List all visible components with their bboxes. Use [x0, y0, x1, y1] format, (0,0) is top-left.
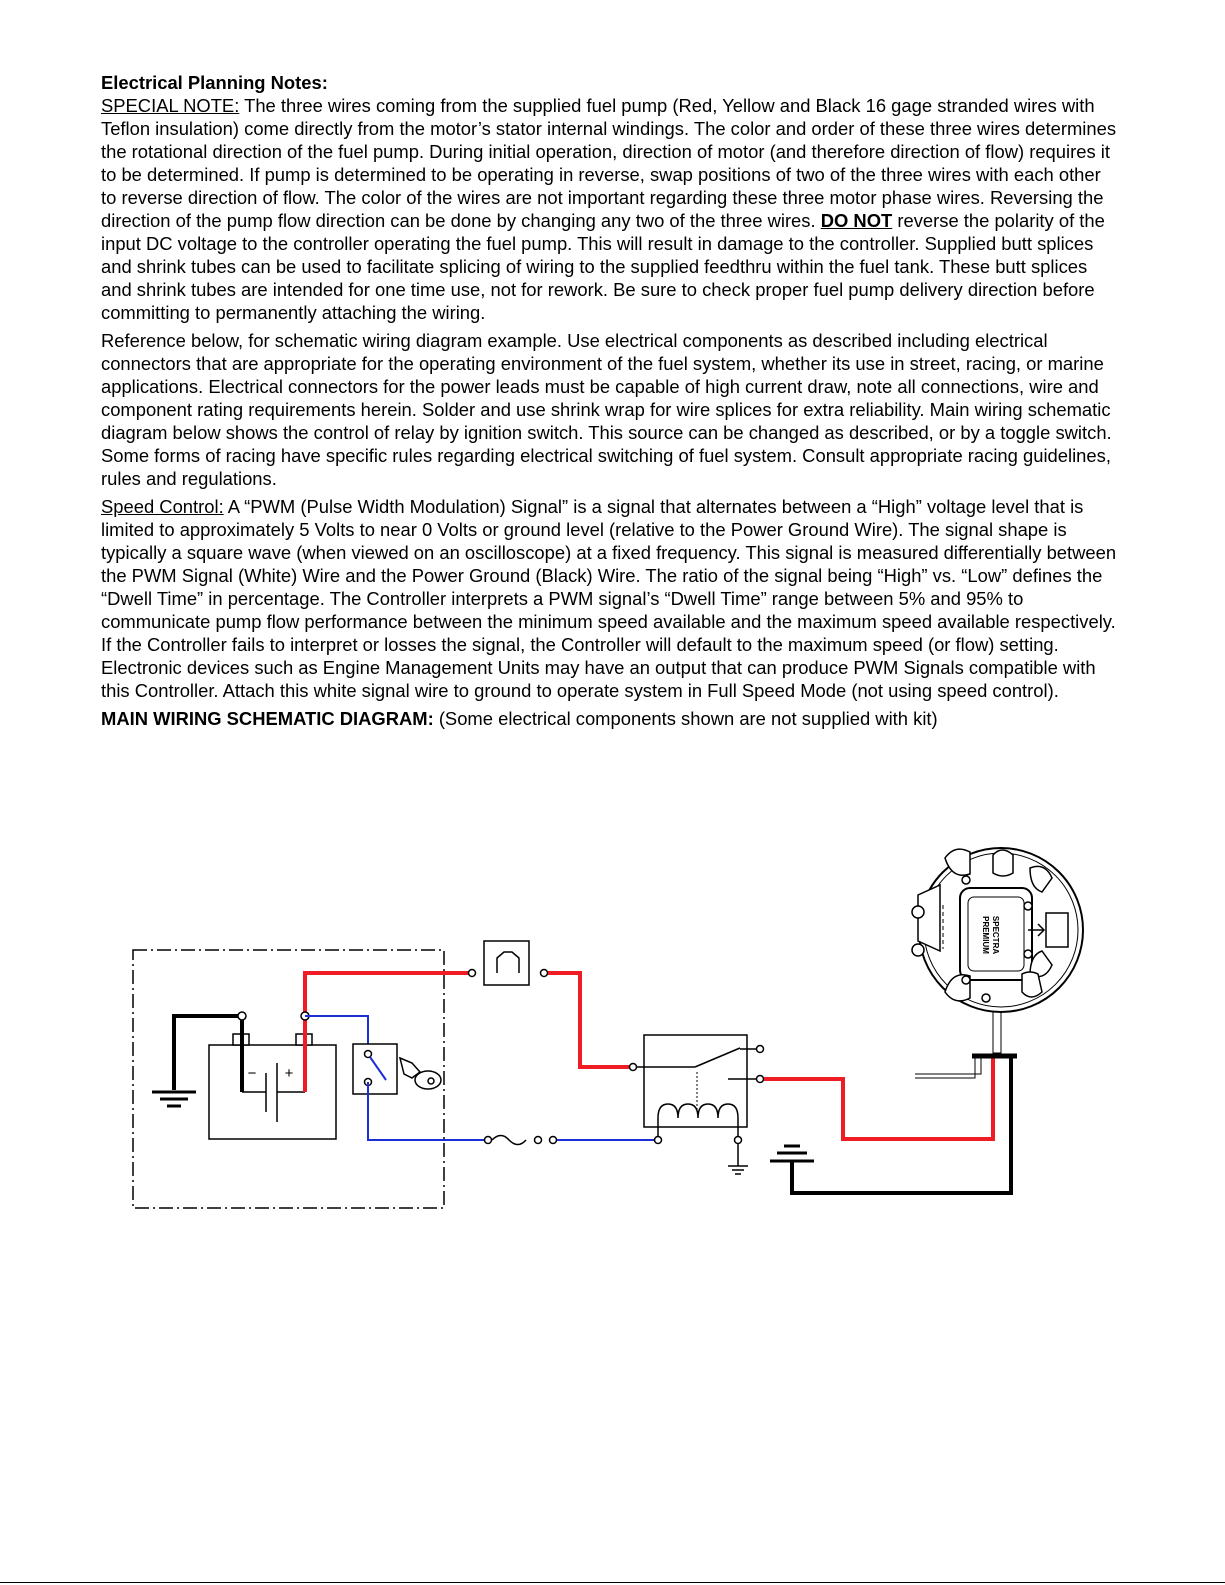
ignition-switch-icon[interactable]	[353, 1044, 397, 1094]
special-note-text-1: The three wires coming from the supplied fuel pump (Red, Yellow and Black 16 gage stranded wires with Teflon insulation) come directly from the motor’s stator internal windings. The color and order of these three wires determines the rotational direction of the fuel pump. During initial operation, direction of motor (and therefore direction of flow) requires it to be determined. If pump is determined to be operating in reverse, swap positions of two of the three wires with each other to reverse direction of flow. The color of the wires are not important regarding these three motor phase wires. Reversing the direction of the pump flow direction can be done by changing any two of the three wires.	[101, 95, 1117, 231]
do-not-emphasis: DO NOT	[820, 210, 893, 231]
pump-model-label: PREMIUM	[981, 916, 990, 954]
page-bottom-rule	[0, 1582, 1225, 1583]
ground-symbol-right-icon	[770, 1146, 814, 1161]
relay-ground-icon	[728, 1144, 748, 1174]
pump-power-wire	[764, 1057, 993, 1139]
pump-brand-label: SPECTRA	[991, 915, 1000, 955]
ignition-key-icon	[400, 1058, 441, 1089]
signal-wire	[915, 1057, 975, 1078]
reference-paragraph: Reference below, for schematic wiring diagram example. Use electrical components as described including electrical connectors that are appropriate for the operating environment of the fuel system, whether its use in street, racing, or marine applications. Electrical connectors for the power leads must be capable of high current draw, note all connections, wire and component rating requirements herein. Solder and use shrink wrap for wire splices for extra reliability. Main wiring schematic diagram below shows the control of relay by ignition switch. This source can be changed as described, or by a toggle switch. Some forms of racing have specific rules regarding electrical switching of fuel system. Consult appropriate racing guidelines, rules and regulations.	[101, 330, 1112, 489]
inline-fuse-icon	[485, 1136, 557, 1145]
battery-plus-label: +	[284, 1065, 294, 1082]
main-fuse-icon	[469, 941, 548, 985]
fused-power-wire	[548, 973, 632, 1067]
diagram-caption-title: MAIN WIRING SCHEMATIC DIAGRAM:	[101, 708, 434, 729]
section-heading: Electrical Planning Notes:	[101, 72, 328, 93]
signal-wire-2	[915, 1057, 981, 1074]
speed-control-label: Speed Control:	[101, 496, 224, 517]
battery-icon	[209, 1012, 336, 1139]
battery-minus-label: −	[247, 1065, 257, 1082]
diagram-caption-note: (Some electrical components shown are not supplied with kit)	[433, 708, 938, 729]
speed-control-text: A “PWM (Pulse Width Modulation) Signal” is a signal that alternates between a “High” voltage level that is limited to approximately 5 Volts to near 0 Volts or ground level (relative to the Power Ground Wire). The signal shape is typically a square wave (when viewed on an oscilloscope) at a fixed frequency. This signal is measured differentially between the PWM Signal (White) Wire and the Power Ground (Black) Wire. The ratio of the signal being “High” vs. “Low” defines the “Dwell Time” in percentage. The Controller interprets a PWM signal’s “Dwell Time” range between 5% and 95% to communicate pump flow performance between the minimum speed available and the maximum speed available respectively. If the Controller fails to interpret or losses the signal, the Controller will default to the maximum speed (or flow) setting. Electronic devices such as Engine Management Units may have an output that can produce PWM Signals compatible with this Controller. Attach this white signal wire to ground to operate system in Full Speed Mode (not using speed control).	[101, 496, 1117, 701]
relay-icon	[630, 1035, 764, 1144]
special-note-label: SPECIAL NOTE:	[101, 95, 240, 116]
special-note-text-2: reverse the polarity of the input DC voltage to the controller operating the fuel pump. This will result in damage to the controller. Supplied butt splices and shrink tubes can be used to facilitate splicing of wiring to the supplied feedthru within the fuel tank. These butt splices and shrink tubes are intended for one time use, not for rework. Be sure to check proper fuel pump delivery direction before committing to permanently attaching the wiring.	[101, 210, 1105, 323]
